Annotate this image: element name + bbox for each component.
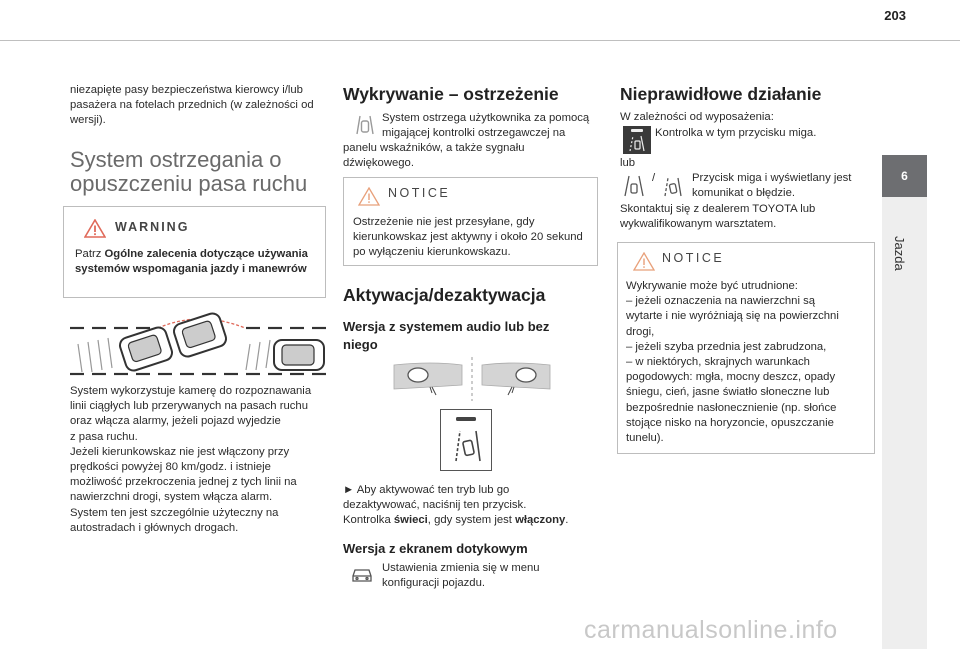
notice-text: Ostrzeżenie nie jest przesyłane, gdy kierunkowskaz jest aktywny i około 20 sekund po wyłączeniu kierunkowskazu. — [353, 216, 583, 259]
notice-text: Wykrywanie może być utrudnione: – jeżeli oznaczenia na nawierzchni są wytarte i nie wyróżniają się na powierzchni drogi, – jeżeli szyba przednia jest zabrudzona, – w niektórych, skrajnych warunkach pogodowych: mgła, mocny deszcz, opady śniegu, cień, jasne światło słoneczne lub bezpośrednie nasłonecznienie (np. słońce stojące nisko na horyzoncie, opuszczanie tunelu). — [626, 280, 839, 445]
notice-triangle-icon — [358, 187, 380, 206]
notice-title: NOTICE — [388, 186, 451, 200]
subheading-touchscreen: Wersja z ekranem dotykowym — [343, 541, 528, 556]
touchscreen-text: Ustawienia zmienia się w menu konfiguracji pojazdu. — [382, 562, 540, 590]
lane-warning-light-icon — [354, 112, 376, 136]
car-settings-icon — [350, 564, 374, 584]
chapter-tab[interactable]: 6 — [882, 155, 927, 197]
warning-box — [63, 206, 326, 298]
lane-assist-fault-icon — [661, 172, 685, 198]
slash-separator: / — [652, 172, 656, 184]
section-heading-lane-departure — [70, 148, 307, 196]
heading-line-2: opuszczeniu pasa ruchu — [70, 171, 308, 196]
warning-text: Patrz Ogólne zalecenia dotyczące używania systemów wspomagania jazdy i manewrów — [75, 248, 308, 276]
lane-body-text: System wykorzystuje kamerę do rozpoznawania linii ciągłych lub przerywanych na pasach ruchu oraz włącza alarmy, jeżeli pojazd wyjedzie z pasa ruchu. Jeżeli kierunkowskaz nie jest włączony przy prędkości powyżej 80 km/godz. i istnieje możliwość przekroczenia jednej z tych linii na nawierzchni drogi, system włącza alarm. System ten jest szczególnie użyteczny na autostradach i głównych drogach. — [70, 385, 312, 534]
blinking-lane-button-icon — [623, 126, 651, 154]
detect-text-indent: System ostrzega użytkownika za pomocą migającej kontrolki ostrzegawczej na — [382, 112, 590, 140]
notice-box-detection — [343, 177, 598, 266]
blink-text: Kontrolka w tym przycisku miga. — [655, 127, 817, 139]
notice-box-malfunction — [617, 242, 875, 454]
heading-malfunction: Nieprawidłowe działanie — [620, 84, 822, 104]
intro-text: niezapięte pasy bezpieczeństwa kierowcy i/lub pasażera na fotelach przednich (w zależności od wersji). — [70, 84, 314, 127]
heading-detection-warning: Wykrywanie – ostrzeżenie — [343, 84, 559, 104]
lane-warning-orange-icon — [622, 172, 646, 198]
warning-title: WARNING — [115, 220, 190, 234]
lane-assist-button-icon — [446, 415, 486, 465]
dashboard-location-illustration — [392, 355, 552, 403]
activation-text: ► Aby aktywować ten tryb lub go dezaktywować, naciśnij ten przycisk. Kontrolka świeci, gdy system jest włączony. — [343, 484, 569, 527]
notice-triangle-icon — [633, 252, 655, 271]
equipment-text: W zależności od wyposażenia: — [620, 111, 774, 123]
detect-text: panelu wskaźników, a także sygnału dźwiękowego. — [343, 142, 525, 170]
subheading-audio: Wersja z systemem audio lub bez niego — [343, 319, 550, 352]
watermark: carmanualsonline.info — [584, 616, 838, 644]
heading-line-1: System ostrzegania o — [70, 147, 282, 172]
lane-assist-button[interactable] — [440, 409, 492, 471]
warning-triangle-icon — [84, 219, 106, 238]
notice-title: NOTICE — [662, 251, 725, 265]
lane-departure-illustration — [70, 308, 326, 380]
chapter-title: Jazda — [892, 236, 907, 271]
fault-message-text: Przycisk miga i wyświetlany jest komunikat o błędzie. — [692, 172, 852, 200]
contact-dealer-text: Skontaktuj się z dealerem TOYOTA lub wykwalifikowanym warsztatem. — [620, 203, 816, 231]
page-number: 203 — [884, 8, 906, 23]
heading-activation: Aktywacja/dezaktywacja — [343, 285, 546, 305]
or-text: lub — [620, 157, 636, 169]
header-divider — [0, 40, 960, 41]
